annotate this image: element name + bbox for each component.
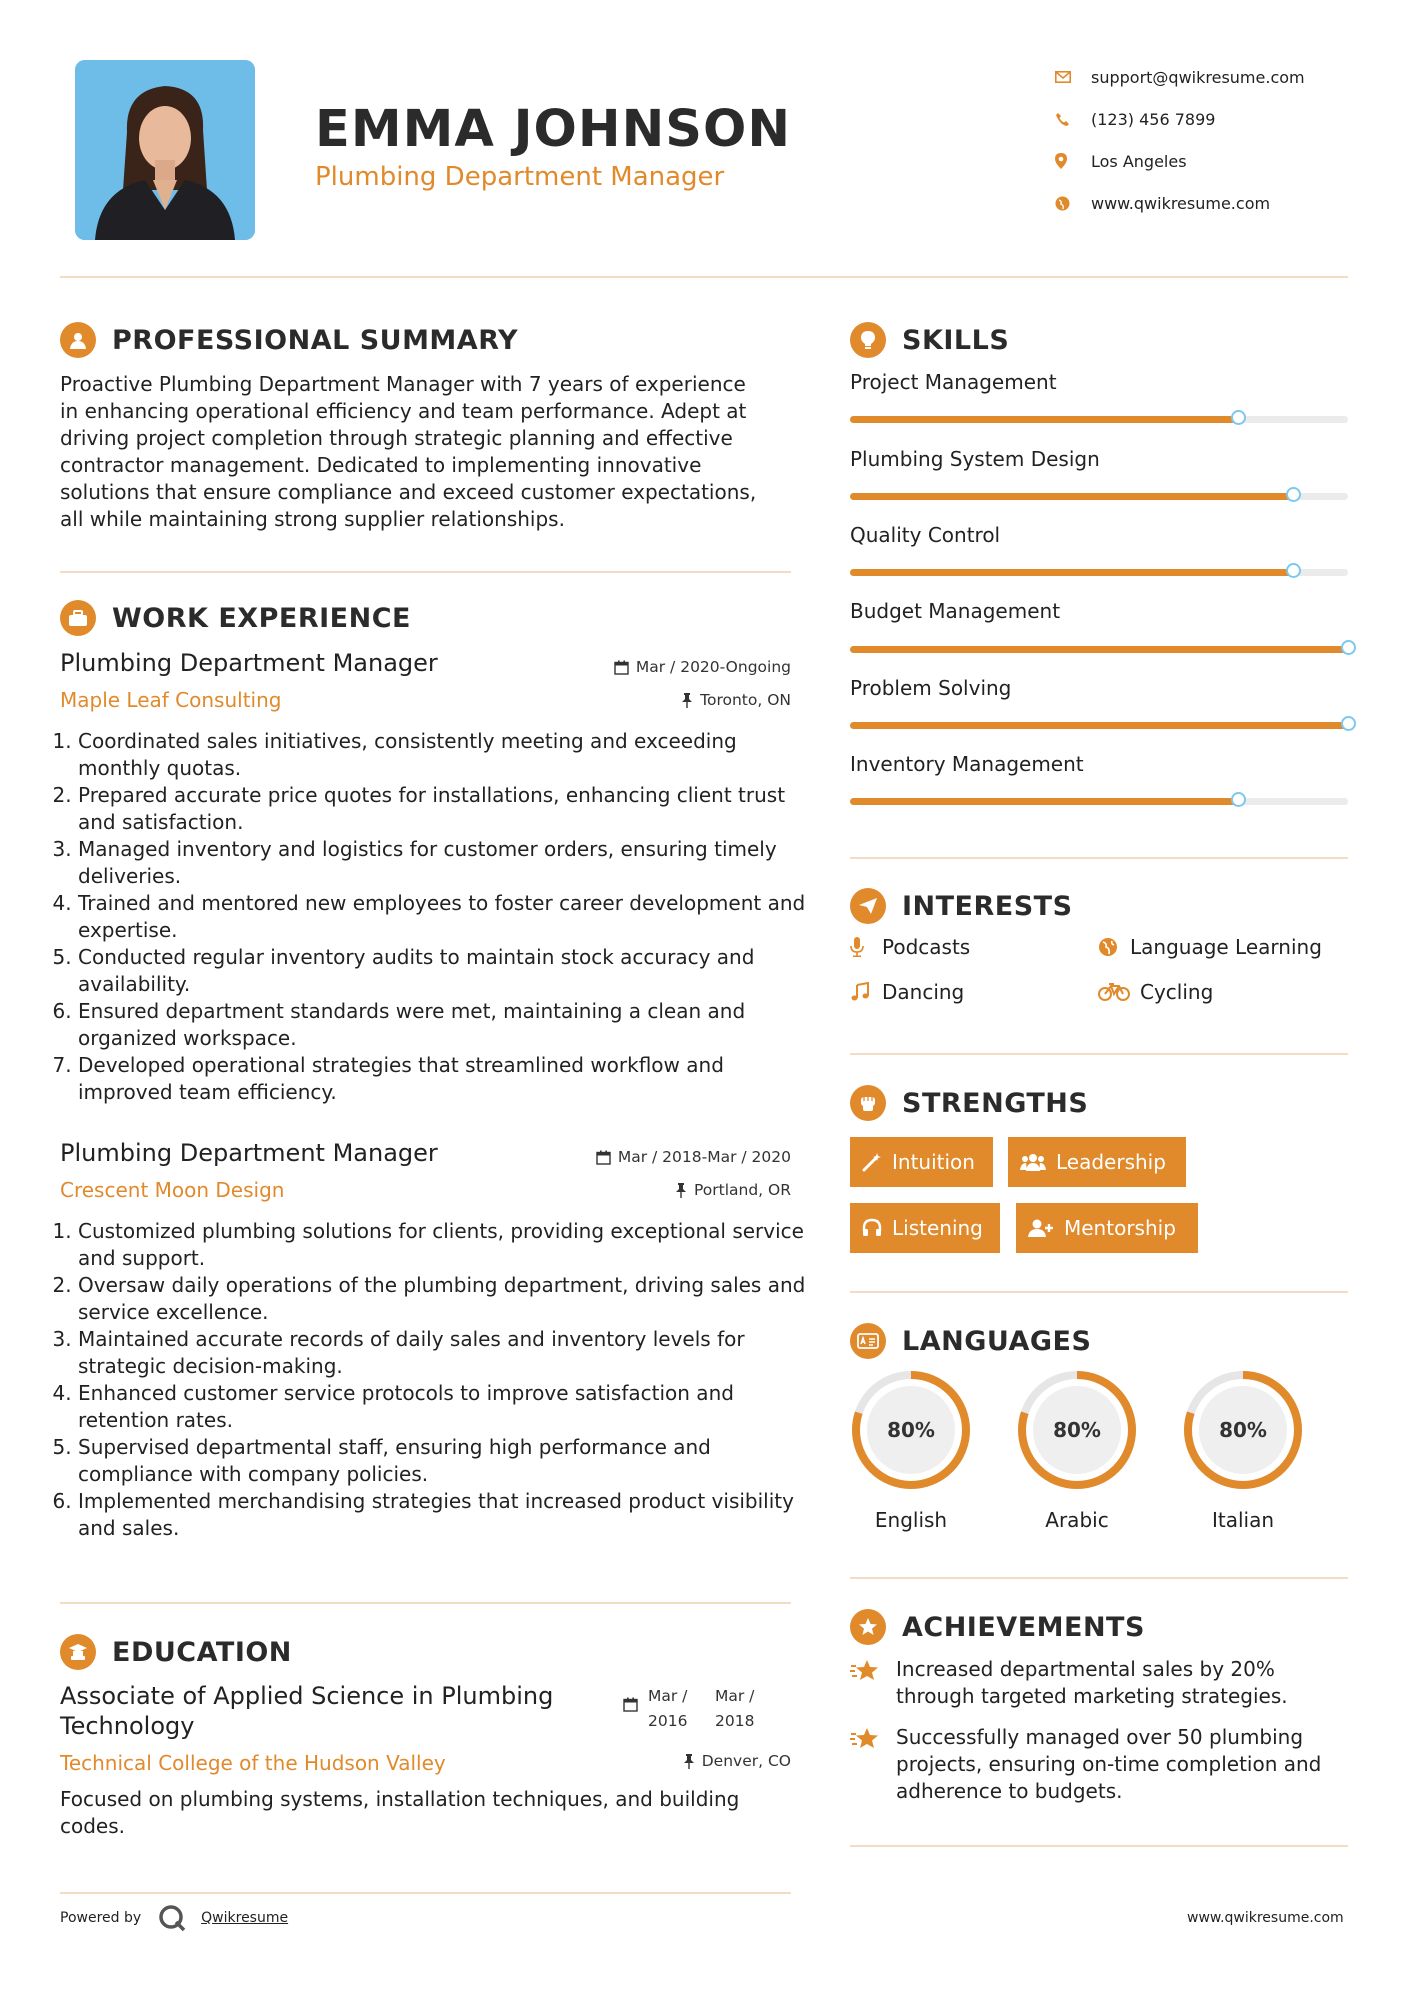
pushpin-icon [683,1754,695,1769]
interest-language-learning [1098,935,1322,959]
summary-divider [60,571,791,573]
education-date-end [715,1684,754,1734]
star-icon [850,1656,896,1710]
location-pin-icon [1055,153,1091,169]
skill-bar-fill [850,798,1238,805]
list-item: 5. Conducted regular inventory audits to maintain stock accuracy and availability. [78,944,818,998]
job-2-duties [60,1218,818,1542]
qwikresume-logo-icon [157,1903,187,1933]
skill-bar-fill [850,722,1348,729]
calendar-icon [623,1697,638,1716]
calendar-icon [614,660,629,675]
skills-divider [850,857,1348,859]
skill-bar-fill [850,569,1293,576]
interests-heading [850,888,1073,924]
skill-bar-knob [1341,640,1356,655]
skill-label: Plumbing System Design [850,447,1100,471]
interests-divider [850,1053,1348,1055]
skill-bar-knob [1231,792,1246,807]
education-location-text: Denver, CO [701,1752,791,1770]
envelope-icon [1055,71,1091,83]
achievements-divider [850,1845,1348,1847]
skill-bar-fill [850,493,1293,500]
job-1-location-text: Toronto, ON [700,691,791,709]
skills-heading [850,322,1009,358]
list-item: 4. Enhanced customer service protocols to improve satisfaction and retention rates. [78,1380,818,1434]
language-name: English [874,1508,948,1532]
pushpin-icon [681,693,693,708]
job-1-date-text: Mar / 2020-Ongoing [635,658,791,676]
date-text: 2016 [648,1712,688,1730]
microphone-icon [850,937,882,957]
list-item: 7. Developed operational strategies that streamlined workflow and improved team efficiency. [78,1052,818,1106]
contact-list [1055,56,1385,224]
languages-heading [850,1323,1091,1359]
list-item: 1. Customized plumbing solutions for clients, providing exceptional service and support. [78,1218,818,1272]
strengths-title: STRENGTHS [902,1087,1089,1119]
degree-line: Technology [60,1712,195,1740]
list-item: 1. Coordinated sales initiatives, consistently meeting and exceeding monthly quotas. [78,728,818,782]
job-2-location [480,1181,791,1199]
strength-label: Intuition [892,1150,975,1174]
headphones-icon [862,1218,882,1238]
interest-dancing [850,980,964,1004]
job-2-title: Plumbing Department Manager [60,1139,438,1167]
footer-powered [60,1900,288,1936]
job-2-date [480,1148,791,1166]
list-item: 2. Oversaw daily operations of the plumbing department, driving sales and service excellence. [78,1272,818,1326]
graduate-icon [60,1634,96,1670]
job-2-company: Crescent Moon Design [60,1178,285,1202]
globe-icon [1055,196,1091,211]
skill-bar-knob [1231,410,1246,425]
summary-line: all while maintaining strong supplier relationships. [60,507,565,531]
date-text: Mar / [715,1687,755,1705]
globe-icon [1098,937,1130,957]
music-note-icon [850,982,882,1002]
education-title: EDUCATION [112,1636,292,1668]
language-arabic [1015,1368,1139,1532]
skill-label: Quality Control [850,523,1001,547]
contact-location [1055,140,1385,182]
job-1-title: Plumbing Department Manager [60,649,438,677]
achievement-line: Successfully managed over 50 plumbing [896,1725,1304,1749]
briefcase-icon [60,600,96,636]
skill-bar-fill [850,646,1348,653]
achievement-line: through targeted marketing strategies. [896,1684,1288,1708]
lightbulb-icon [850,322,886,358]
language-progress-ring [1181,1368,1305,1492]
strengths-divider [850,1291,1348,1293]
list-item: 2. Prepared accurate price quotes for installations, enhancing client trust and satisfaction. [78,782,818,836]
achievements-title: ACHIEVEMENTS [902,1611,1145,1643]
list-item: 6. Ensured department standards were met, maintaining a clean and organized workspace. [78,998,818,1052]
contact-website-text: www.qwikresume.com [1091,193,1271,213]
summary-text [60,371,800,533]
list-item: 3. Managed inventory and logistics for customer orders, ensuring timely deliveries. [78,836,818,890]
work-heading [60,600,411,636]
bicycle-icon [1098,983,1140,1001]
list-item: 6. Implemented merchandising strategies that increased product visibility and sales. [78,1488,818,1542]
summary-heading [60,322,518,358]
language-name: Arabic [1045,1508,1109,1532]
languages-title: LANGUAGES [902,1325,1092,1357]
language-progress-ring [849,1368,973,1492]
magic-wand-icon [862,1152,882,1172]
skill-label: Project Management [850,370,1057,394]
skill-bar [850,493,1348,500]
work-divider [60,1602,791,1604]
contact-website[interactable] [1055,182,1385,224]
pushpin-icon [675,1183,687,1198]
skill-label: Inventory Management [850,752,1084,776]
footer-divider [60,1892,791,1894]
job-2-location-text: Portland, OR [693,1181,791,1199]
skills-title: SKILLS [902,324,1010,356]
degree-line: Associate of Applied Science in Plumbing [60,1682,554,1710]
job-1-location [480,691,791,709]
summary-line: Proactive Plumbing Department Manager with 7 years of experience [60,372,746,396]
user-plus-icon [1028,1218,1054,1238]
language-italian [1181,1368,1305,1532]
work-title: WORK EXPERIENCE [112,602,411,634]
candidate-title: Plumbing Department Manager [315,162,725,192]
interest-cycling [1098,980,1213,1004]
job-1-duties [60,728,818,1106]
language-name: Italian [1211,1508,1275,1532]
skill-bar [850,646,1348,653]
summary-title: PROFESSIONAL SUMMARY [112,324,519,356]
language-english [849,1368,973,1532]
strength-mentorship [1016,1203,1198,1253]
skill-bar-fill [850,416,1238,423]
skill-bar-knob [1286,487,1301,502]
language-percent: 80% [1053,1418,1101,1442]
strength-listening [850,1203,1000,1253]
education-date-start [648,1684,687,1734]
list-item: 3. Maintained accurate records of daily sales and inventory levels for strategic decision-making. [78,1326,818,1380]
education-heading [60,1634,292,1670]
interest-label: Dancing [882,980,965,1004]
calendar-icon [596,1150,611,1165]
job-1-company: Maple Leaf Consulting [60,688,282,712]
interests-title: INTERESTS [902,890,1073,922]
contact-email-text: support@qwikresume.com [1091,67,1305,87]
strength-label: Mentorship [1064,1216,1176,1240]
contact-phone-text: (123) 456 7899 [1091,109,1216,129]
strength-label: Listening [892,1216,983,1240]
education-description: Focused on plumbing systems, installation techniques, and building codes. [60,1787,740,1838]
interest-podcasts [850,935,970,959]
job-1-date [480,658,791,676]
strength-label: Leadership [1056,1150,1166,1174]
footer-site[interactable]: www.qwikresume.com [1187,1910,1344,1926]
skill-bar [850,416,1348,423]
language-percent: 80% [887,1418,935,1442]
language-card-icon [850,1323,886,1359]
degree-title [60,1681,553,1741]
achievements-heading [850,1609,1145,1645]
paper-plane-icon [850,888,886,924]
languages-divider [850,1577,1348,1579]
school-name: Technical College of the Hudson Valley [60,1751,446,1775]
star-icon [850,1724,896,1805]
list-item: 4. Trained and mentored new employees to foster career development and expertise. [78,890,818,944]
summary-line: contractor management. Dedicated to implementing innovative [60,453,702,477]
summary-line: in enhancing operational efficiency and team performance. Adept at [60,399,747,423]
language-progress-ring [1015,1368,1139,1492]
skill-bar [850,798,1348,805]
interest-label: Cycling [1140,980,1214,1004]
star-badge-icon [850,1609,886,1645]
skill-bar-knob [1286,563,1301,578]
date-text: 2018 [715,1712,755,1730]
contact-phone[interactable] [1055,98,1385,140]
summary-line: solutions that ensure compliance and exceed customer expectations, [60,480,757,504]
achievement-item [850,1724,1348,1805]
user-icon [60,322,96,358]
skill-bar-knob [1341,716,1356,731]
strength-intuition [850,1137,993,1187]
users-icon [1020,1152,1046,1172]
phone-icon [1055,112,1091,127]
achievement-item [850,1656,1348,1710]
strengths-heading [850,1085,1088,1121]
language-percent: 80% [1219,1418,1267,1442]
strength-leadership [1008,1137,1186,1187]
skill-bar [850,722,1348,729]
skill-bar [850,569,1348,576]
header-divider [60,276,1348,278]
achievement-line: projects, ensuring on-time completion and [896,1752,1322,1776]
skill-label: Budget Management [850,599,1061,623]
contact-email[interactable] [1055,56,1385,98]
interest-label: Language Learning [1130,935,1322,959]
fist-icon [850,1085,886,1121]
job-2-date-text: Mar / 2018-Mar / 2020 [617,1148,791,1166]
contact-location-text: Los Angeles [1091,151,1187,171]
powered-by-text: Powered by [60,1910,142,1926]
summary-line: driving project completion through strategic planning and effective [60,426,733,450]
achievement-line: adherence to budgets. [896,1779,1123,1803]
qwikresume-link[interactable]: Qwikresume [201,1910,289,1926]
achievement-line: Increased departmental sales by 20% [896,1657,1275,1681]
interest-label: Podcasts [882,935,971,959]
education-location [480,1752,791,1770]
list-item: 5. Supervised departmental staff, ensuring high performance and compliance with company policies. [78,1434,818,1488]
candidate-name: EMMA JOHNSON [315,100,792,159]
date-text: Mar / [648,1687,688,1705]
skill-label: Problem Solving [850,676,1012,700]
profile-photo [75,60,255,240]
